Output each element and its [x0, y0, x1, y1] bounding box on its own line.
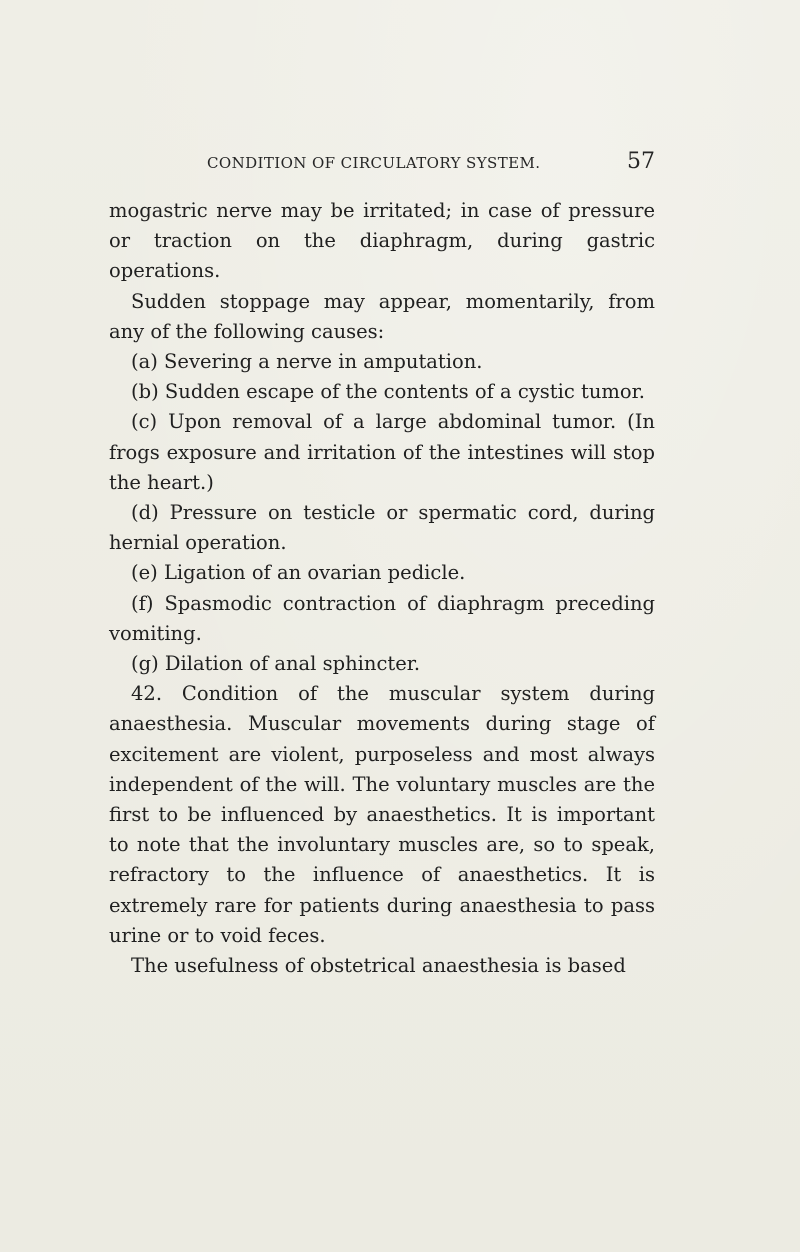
paragraph-causes-intro: Sudden stoppage may appear, momentarily, from any of the following causes: — [109, 289, 655, 343]
list-item-g: (g) Dilation of anal sphincter. — [131, 652, 421, 676]
list-item-f: (f) Spasmodic contraction of diaphragm preceding vomiting. — [109, 591, 655, 645]
list-item-c: (c) Upon removal of a large abdominal tumor. (In frogs exposure and irritation of the intestines will stop the heart.) — [109, 410, 655, 494]
body-text — [109, 196, 655, 981]
paragraph-continuation: mogastric nerve may be irritated; in case of pressure or traction on the diaphragm, during gastric operations. — [109, 199, 655, 283]
list-item-b: (b) Sudden escape of the contents of a cystic tumor. — [131, 380, 645, 404]
list-item-a: (a) Severing a nerve in amputation. — [131, 350, 483, 374]
list-item-e: (e) Ligation of an ovarian pedicle. — [131, 561, 466, 585]
running-title: CONDITION OF CIRCULATORY SYSTEM. — [207, 154, 541, 172]
list-item-d: (d) Pressure on testicle or spermatic cord, during hernial operation. — [109, 501, 655, 555]
running-header — [207, 149, 655, 174]
paragraph-section-42: 42. Condition of the muscular system during anaesthesia. Muscular movements during stage of excitement are violent, purposeless and most always independent of the will. The voluntary muscles are the first to be influenced by anaesthetics. It is important to note that the involuntary muscles are, so to speak, refractory to the influence of anaesthetics. It is extremely rare for patients during anaesthesia to pass urine or to void feces. — [109, 682, 655, 947]
page-number: 57 — [627, 149, 655, 174]
paragraph-obstetrical: The usefulness of obstetrical anaesthesia is based — [131, 954, 626, 978]
